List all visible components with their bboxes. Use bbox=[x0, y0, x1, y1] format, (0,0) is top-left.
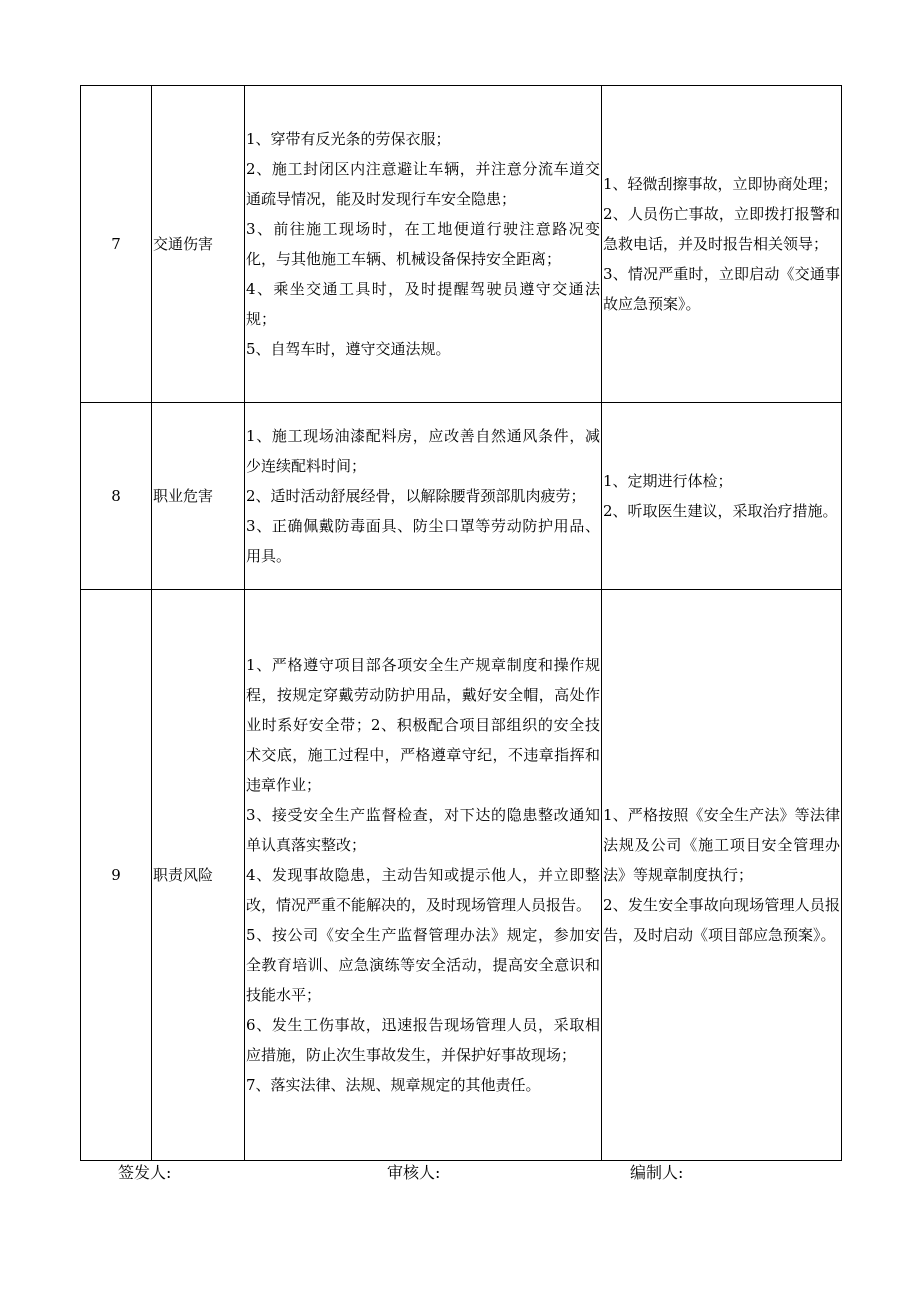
table-row-8 bbox=[81, 403, 842, 590]
emergency-item: 1、轻微刮擦事故，立即协商处理； bbox=[603, 175, 838, 193]
measure-item: 5、自驾车时，遵守交通法规。 bbox=[246, 340, 451, 358]
measure-item: 2、施工封闭区内注意避让车辆，并注意分流车道交通疏导情况，能及时发现行车安全隐患； bbox=[246, 160, 600, 208]
emergency-item: 2、听取医生建议，采取治疗措施。 bbox=[603, 502, 838, 520]
risk-category: 职业危害 bbox=[152, 403, 245, 590]
measure-item: 4、发现事故隐患，主动告知或提示他人，并立即整改，情况严重不能解决的，及时现场管理人员报告。 bbox=[246, 866, 600, 914]
risk-category: 交通伤害 bbox=[152, 86, 245, 403]
table-row-9 bbox=[81, 590, 842, 1161]
reviewer-label: 审核人: bbox=[387, 1163, 441, 1182]
measure-item: 4、乘坐交通工具时，及时提醒驾驶员遵守交通法规； bbox=[246, 280, 600, 328]
control-measures-cell bbox=[245, 590, 602, 1161]
control-measures-cell bbox=[245, 403, 602, 590]
emergency-measures-cell bbox=[602, 403, 842, 590]
editor-label: 编制人: bbox=[630, 1163, 684, 1182]
emergency-measures-cell bbox=[602, 590, 842, 1161]
row-number: 8 bbox=[81, 403, 152, 590]
emergency-item: 3、情况严重时，立即启动《交通事故应急预案》。 bbox=[603, 265, 840, 313]
measure-item: 3、前往施工现场时，在工地便道行驶注意路况变化，与其他施工车辆、机械设备保持安全距离； bbox=[246, 220, 600, 268]
control-measures-cell bbox=[245, 86, 602, 403]
measure-item: 3、接受安全生产监督检查，对下达的隐患整改通知单认真落实整改； bbox=[246, 806, 600, 854]
row-number: 9 bbox=[81, 590, 152, 1161]
measure-item: 1、施工现场油漆配料房，应改善自然通风条件，减少连续配料时间； bbox=[246, 427, 600, 475]
signature-row bbox=[0, 1160, 920, 1186]
risk-category: 职责风险 bbox=[152, 590, 245, 1161]
measure-item: 5、按公司《安全生产监督管理办法》规定，参加安全教育培训、应急演练等安全活动，提高安全意识和技能水平； bbox=[246, 926, 600, 1004]
emergency-item: 1、严格按照《安全生产法》等法律法规及公司《施工项目安全管理办法》等规章制度执行； bbox=[603, 806, 840, 884]
measure-item: 6、发生工伤事故，迅速报告现场管理人员，采取相应措施，防止次生事故发生，并保护好事故现场； bbox=[246, 1016, 600, 1064]
emergency-item: 1、定期进行体检； bbox=[603, 472, 733, 490]
emergency-item: 2、人员伤亡事故，立即拨打报警和急救电话，并及时报告相关领导； bbox=[603, 205, 840, 253]
table-row-7 bbox=[81, 86, 842, 403]
emergency-measures-cell bbox=[602, 86, 842, 403]
measure-item: 1、穿带有反光条的劳保衣服； bbox=[246, 130, 451, 148]
measure-item: 1、严格遵守项目部各项安全生产规章制度和操作规程，按规定穿戴劳动防护用品，戴好安全帽，高处作业时系好安全带；2、积极配合项目部组织的安全技术交底，施工过程中，严格遵章守纪，不违章指挥和违章作业； bbox=[246, 656, 600, 794]
measure-item: 3、正确佩戴防毒面具、防尘口罩等劳动防护用品、用具。 bbox=[246, 517, 600, 565]
measure-item: 2、适时活动舒展经骨，以解除腰背颈部肌肉疲劳； bbox=[246, 487, 586, 505]
emergency-item: 2、发生安全事故向现场管理人员报告，及时启动《项目部应急预案》。 bbox=[603, 896, 840, 944]
risk-control-table bbox=[80, 85, 842, 1161]
measure-item: 7、落实法律、法规、规章规定的其他责任。 bbox=[246, 1076, 541, 1094]
issuer-label: 签发人: bbox=[118, 1163, 172, 1182]
row-number: 7 bbox=[81, 86, 152, 403]
